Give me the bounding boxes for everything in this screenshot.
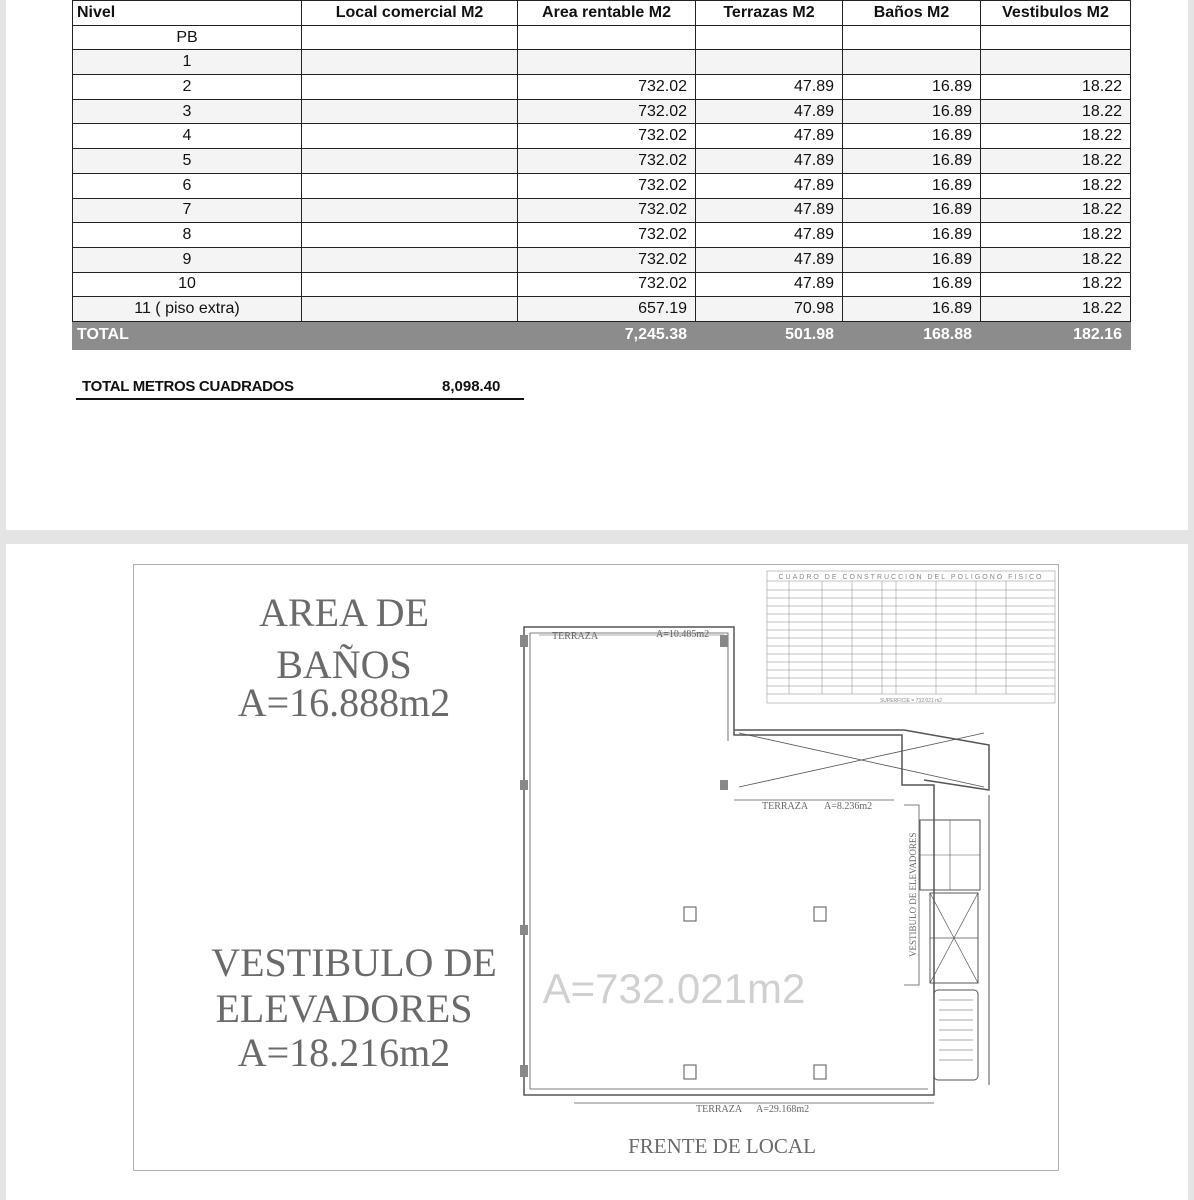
header-banos: Baños M2 — [843, 1, 981, 26]
table-cell — [302, 124, 518, 149]
table-cell: 732.02 — [518, 198, 696, 223]
table-row — [73, 99, 1131, 124]
table-row — [73, 173, 1131, 198]
table-cell — [302, 149, 518, 174]
table-cell: 3 — [73, 99, 302, 124]
table-body — [73, 25, 1131, 321]
table-cell: 47.89 — [696, 198, 843, 223]
table-cell — [302, 272, 518, 297]
table-cell — [302, 223, 518, 248]
table-cell: 47.89 — [696, 223, 843, 248]
table-row — [73, 297, 1131, 322]
table-cell: 732.02 — [518, 223, 696, 248]
summary-page — [6, 0, 1188, 530]
table-cell: 18.22 — [981, 297, 1131, 322]
table-cell: 18.22 — [981, 173, 1131, 198]
total-row — [73, 321, 1131, 349]
table-cell — [518, 25, 696, 50]
table-cell — [302, 198, 518, 223]
total-local — [302, 321, 518, 349]
terraza-bottom-label: TERRAZA — [696, 1104, 743, 1115]
table-cell: 16.89 — [843, 272, 981, 297]
table-cell: 18.22 — [981, 272, 1131, 297]
table-cell: 47.89 — [696, 75, 843, 100]
terraza-bottom-area: A=29.168m2 — [756, 1104, 810, 1115]
table-cell — [302, 99, 518, 124]
table-cell — [302, 50, 518, 75]
area-banos-line2: BAÑOS — [276, 642, 412, 687]
table-cell: 4 — [73, 124, 302, 149]
table-cell: 16.89 — [843, 247, 981, 272]
cuadro-title: CUADRO DE CONSTRUCCION DEL POLIGONO FISICO — [778, 574, 1044, 581]
table-cell: 1 — [73, 50, 302, 75]
table-row — [73, 50, 1131, 75]
table-row — [73, 223, 1131, 248]
table-cell: 6 — [73, 173, 302, 198]
table-cell — [302, 297, 518, 322]
table-cell: 16.89 — [843, 297, 981, 322]
table-cell: 16.89 — [843, 124, 981, 149]
table-cell — [302, 25, 518, 50]
vestibulo-label — [174, 940, 514, 1075]
header-terrazas: Terrazas M2 — [696, 1, 843, 26]
table-row — [73, 247, 1131, 272]
table-cell — [981, 50, 1131, 75]
table-cell: 732.02 — [518, 99, 696, 124]
table-cell: 16.89 — [843, 99, 981, 124]
table-cell: 9 — [73, 247, 302, 272]
table-cell: 47.89 — [696, 272, 843, 297]
table-cell — [302, 173, 518, 198]
table-cell: 732.02 — [518, 173, 696, 198]
total-area-rentable: 7,245.38 — [518, 321, 696, 349]
table-header-row — [73, 1, 1131, 26]
area-banos-label — [174, 590, 514, 725]
table-cell: 10 — [73, 272, 302, 297]
terraza-top-area: A=10.485m2 — [656, 629, 710, 640]
total-banos: 168.88 — [843, 321, 981, 349]
table-cell: 16.89 — [843, 198, 981, 223]
table-cell: 47.89 — [696, 247, 843, 272]
table-cell: 16.89 — [843, 149, 981, 174]
main-area-label: A=732.021m2 — [542, 965, 806, 1012]
table-cell: 47.89 — [696, 99, 843, 124]
header-local-comercial: Local comercial M2 — [302, 1, 518, 26]
table-cell: 657.19 — [518, 297, 696, 322]
vestibulo-line2: ELEVADORES — [215, 986, 473, 1031]
table-cell: PB — [73, 25, 302, 50]
table-cell: 47.89 — [696, 173, 843, 198]
grand-total-label: TOTAL METROS CUADRADOS — [82, 378, 294, 395]
table-cell: 16.89 — [843, 75, 981, 100]
terraza-mid-area: A=8.236m2 — [824, 801, 873, 812]
total-label: TOTAL — [73, 321, 302, 349]
frente-local-label: FRENTE DE LOCAL — [628, 1134, 816, 1158]
table-cell: 18.22 — [981, 247, 1131, 272]
floor-plan-page — [6, 544, 1188, 1200]
table-cell — [518, 50, 696, 75]
table-cell — [696, 25, 843, 50]
area-banos-line1: AREA DE — [259, 590, 429, 635]
area-banos-value: A=16.888m2 — [237, 680, 451, 725]
table-cell: 18.22 — [981, 198, 1131, 223]
table-row — [73, 198, 1131, 223]
vestibulo-value: A=18.216m2 — [237, 1030, 451, 1075]
areas-table — [72, 0, 1131, 350]
header-area-rentable: Area rentable M2 — [518, 1, 696, 26]
table-row — [73, 272, 1131, 297]
table-cell: 7 — [73, 198, 302, 223]
table-cell: 2 — [73, 75, 302, 100]
table-cell: 732.02 — [518, 149, 696, 174]
vestibulo-line1: VESTIBULO DE — [211, 940, 497, 985]
table-cell: 5 — [73, 149, 302, 174]
table-cell: 18.22 — [981, 223, 1131, 248]
table-cell: 18.22 — [981, 75, 1131, 100]
table-row — [73, 124, 1131, 149]
floor-plan-frame — [133, 564, 1059, 1171]
table-cell: 732.02 — [518, 272, 696, 297]
table-cell — [302, 247, 518, 272]
header-nivel: Nivel — [73, 1, 302, 26]
terraza-mid-label: TERRAZA — [762, 801, 809, 812]
table-cell — [302, 75, 518, 100]
table-cell: 732.02 — [518, 75, 696, 100]
table-cell: 16.89 — [843, 223, 981, 248]
table-cell: 8 — [73, 223, 302, 248]
table-cell: 18.22 — [981, 99, 1131, 124]
terraza-top-label: TERRAZA — [552, 631, 599, 642]
table-cell — [696, 50, 843, 75]
table-cell: 16.89 — [843, 173, 981, 198]
table-cell: 18.22 — [981, 124, 1131, 149]
vestibulo-vertical-label: VESTIBULO DE ELEVADORES — [908, 832, 918, 957]
table-cell: 732.02 — [518, 124, 696, 149]
table-cell — [843, 25, 981, 50]
grand-total-value: 8,098.40 — [442, 378, 501, 395]
header-vestibulos: Vestibulos M2 — [981, 1, 1131, 26]
table-row — [73, 149, 1131, 174]
table-cell: 18.22 — [981, 149, 1131, 174]
table-row — [73, 25, 1131, 50]
table-cell: 70.98 — [696, 297, 843, 322]
total-vestibulos: 182.16 — [981, 321, 1131, 349]
cuadro-superficie: SUPERFICIE = 732.021 m2 — [879, 698, 943, 704]
table-cell: 732.02 — [518, 247, 696, 272]
table-cell: 47.89 — [696, 149, 843, 174]
table-cell: 11 ( piso extra) — [73, 297, 302, 322]
total-terrazas: 501.98 — [696, 321, 843, 349]
table-cell: 47.89 — [696, 124, 843, 149]
grand-total — [76, 376, 524, 400]
table-row — [73, 75, 1131, 100]
table-cell — [981, 25, 1131, 50]
table-cell — [843, 50, 981, 75]
